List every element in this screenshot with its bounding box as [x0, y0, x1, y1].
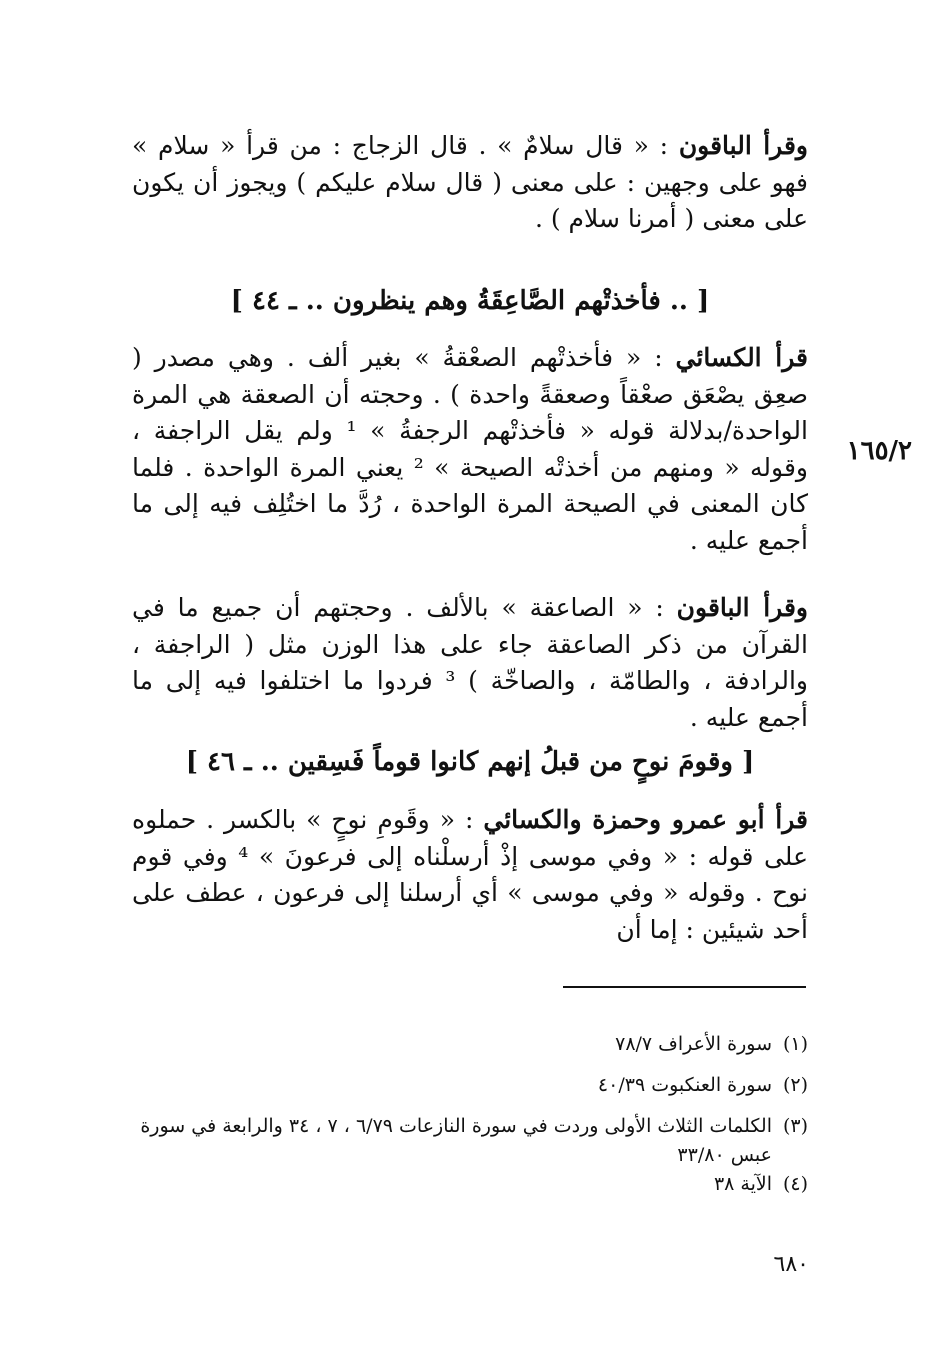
verse-44 — [132, 282, 808, 320]
footnote-number: (٣) — [782, 1115, 808, 1137]
footnote — [132, 1071, 808, 1100]
paragraph-body: : « فأخذتْهم الصعْقةُ » بغير ألف . وهي مصدر ( صعِق يصْعَق صعْقاً وصعقةً واحدة ) . وحجته أن الصعقة هي المرة الواحدة/بدلالة قوله « فأخذتْهم الرجفةُ » ¹ ولم يقل الراجفة ، وقوله « ومنهم من أخذتْه الصيحة » ² يعني المرة الواحدة . فلما كان المعنى في الصيحة المرة الواحدة ، رُدَّ ما اختُلِف فيه إلى ما أجمع عليه . — [132, 343, 808, 555]
footnote — [132, 1112, 808, 1170]
footnote-text: الآية ٣٨ — [713, 1173, 772, 1195]
paragraph-body: : « الصاعقة » بالألف . وحجتهم أن جميع ما في القرآن من ذكر الصاعقة جاء على هذا الوزن مثل ( الراجفة ، والرادفة ، والطامّة ، والصاخّة ) ³ فردوا ما اختلفوا فيه إلى ما أجمع عليه . — [132, 593, 808, 732]
footnote-text: الكلمات الثلاث الأولى وردت في سورة النازعات ٦/٧٩ ، ٧ ، ٣٤ والرابعة في سورة عبس ٣٣/٨٠ — [140, 1115, 772, 1166]
paragraph-2 — [132, 340, 808, 559]
verse-46 — [132, 743, 808, 781]
paragraph-4 — [132, 802, 808, 948]
paragraph-1 — [132, 128, 808, 238]
quran-verse: [ .. فأخذتْهم الصَّاعِقَةُ وهم ينظرون .. ـ ٤٤ ] — [230, 286, 710, 316]
paragraph-lead: قرأ الكسائي — [675, 343, 808, 372]
footnote-number: (٢) — [782, 1074, 808, 1096]
paragraph-body: : « قال سلامٌ » . قال الزجاج : من قرأ « سلام » فهو على وجهين : على معنى ( قال سلام عليكم ) ويجوز أن يكون على معنى ( أمرنا سلام ) . — [132, 131, 808, 233]
footnote — [132, 1170, 808, 1199]
footnote-text: سورة العنكبوت ٤٠/٣٩ — [597, 1074, 772, 1096]
footnote-text: سورة الأعراف ٧٨/٧ — [615, 1033, 772, 1055]
margin-page-reference: ١٦٥/٢ — [846, 436, 912, 466]
paragraph-lead: وقرأ الباقون — [676, 593, 808, 622]
footnote — [132, 1030, 808, 1059]
page-number: ٦٨٠ — [773, 1252, 809, 1277]
footnote-number: (٤) — [782, 1173, 808, 1195]
paragraph-3 — [132, 590, 808, 736]
paragraph-lead: قرأ أبو عمرو وحمزة والكسائي — [483, 805, 808, 834]
footnote-number: (١) — [782, 1033, 808, 1055]
quran-verse: [ وقومَ نوحٍ من قبلُ إنهم كانوا قوماً فَسِقين .. ـ ٤٦ ] — [185, 747, 755, 777]
paragraph-body: : « وقَومِ نوحٍ » بالكسر . حملوه على قوله : « وفي موسى إذْ أرسلْناه إلى فرعونَ » ⁴ وفي قوم نوح . وقوله « وفي موسى » أي أرسلنا إلى فرعون ، عطف على أحد شيئين : إما أن — [132, 805, 808, 944]
paragraph-lead: وقرأ الباقون — [678, 131, 808, 160]
footnotes — [132, 1030, 808, 1199]
footnote-divider — [563, 986, 806, 988]
